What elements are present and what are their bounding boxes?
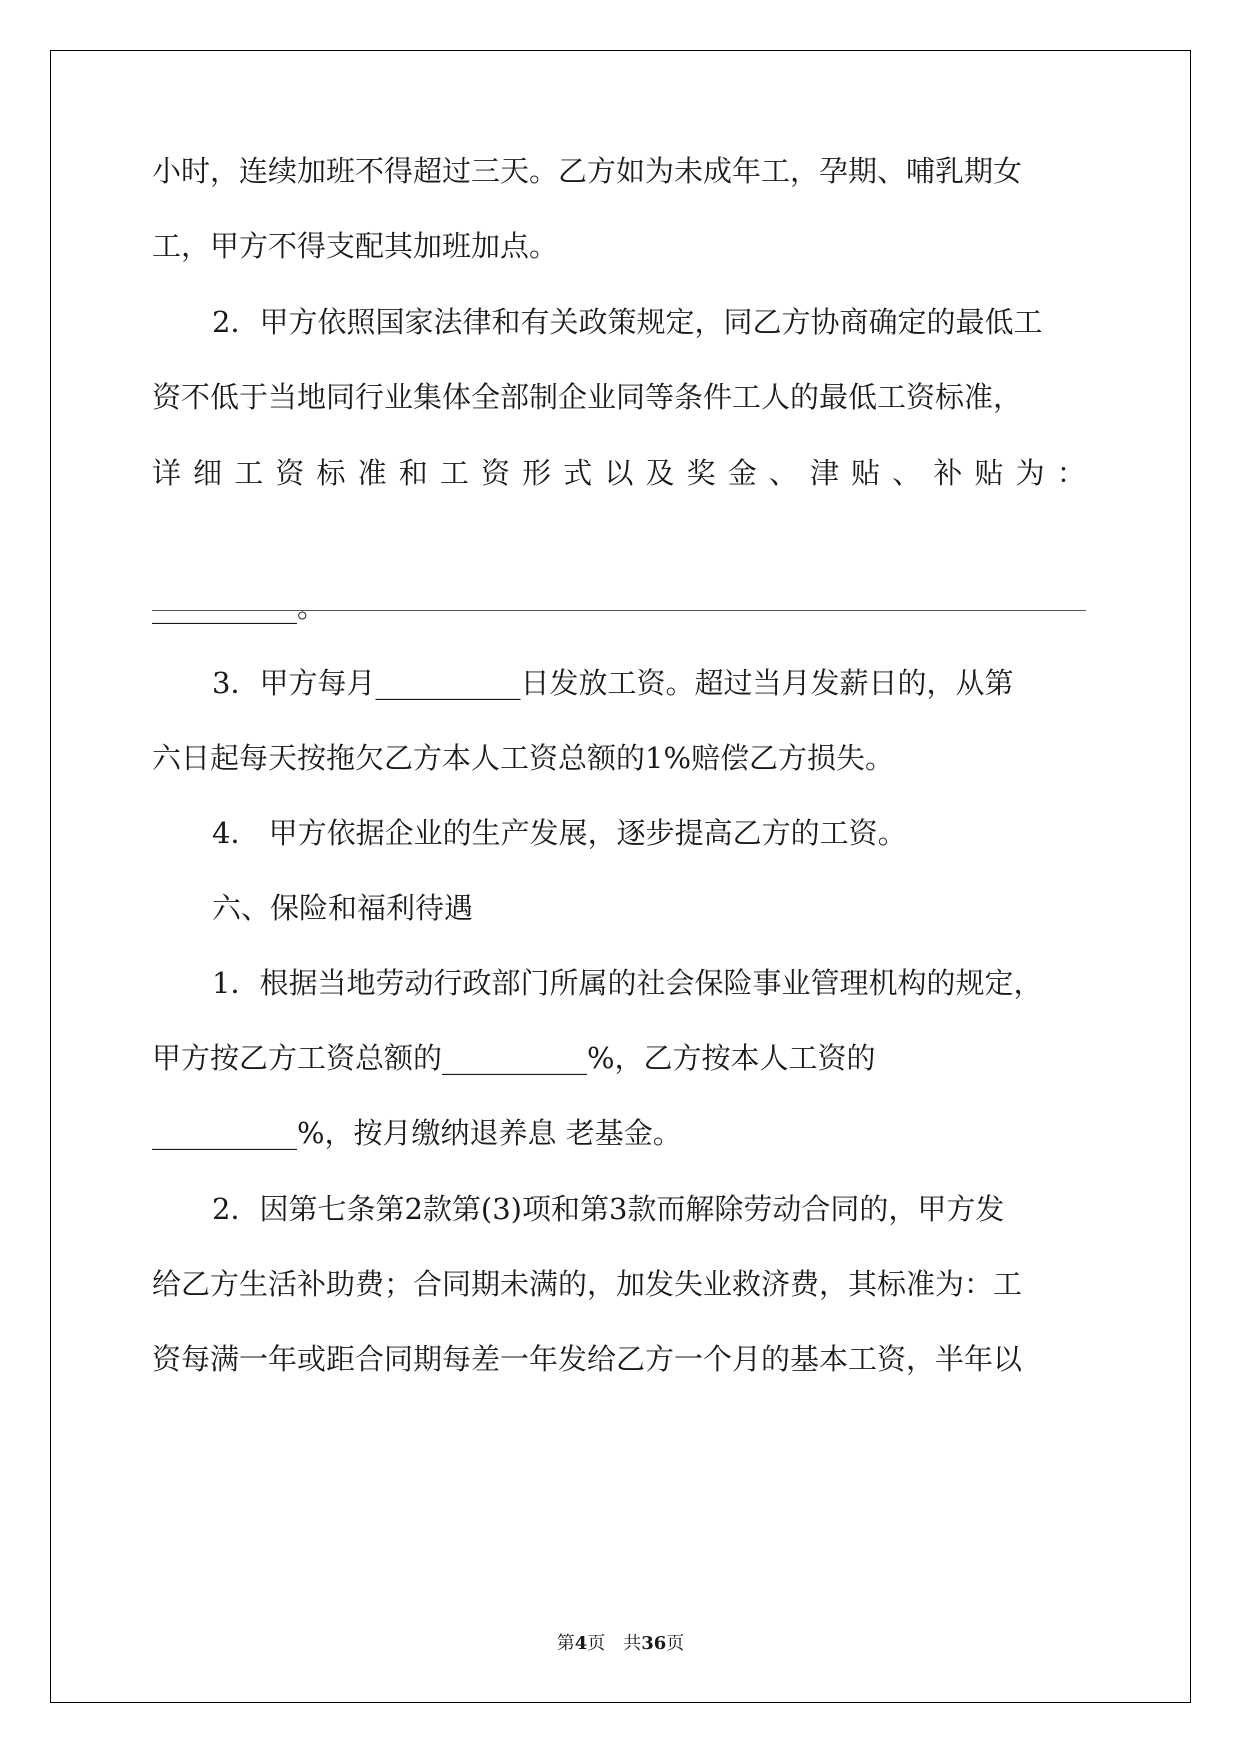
text-line: 甲方按乙方工资总额的__________%，乙方按本人工资的: [152, 1041, 876, 1075]
text-line: 1．根据当地劳动行政部门所属的社会保险事业管理机构的规定，: [212, 966, 1043, 1000]
page-border: [50, 50, 1191, 1703]
text-line: 2．因第七条第2款第(3)项和第3款而解除劳动合同的，甲方发: [212, 1192, 1005, 1226]
text-line: __________。: [152, 590, 327, 624]
text-line: 2．甲方依照国家法律和有关政策规定，同乙方协商确定的最低工: [212, 305, 1043, 339]
text-line: 小时，连续加班不得超过三天。乙方如为未成年工，孕期、哺乳期女: [152, 154, 1023, 188]
text-line: 给乙方生活补助费；合同期未满的，加发失业救济费，其标准为：工: [152, 1267, 1023, 1301]
text-line: 六日起每天按拖欠乙方本人工资总额的1%赔偿乙方损失。: [152, 741, 895, 775]
text-line: 3．甲方每月__________日发放工资。超过当月发薪日的，从第: [212, 666, 1014, 700]
text-line: 工，甲方不得支配其加班加点。: [152, 229, 559, 263]
text-line-justified: 详 细 工 资 标 准 和 工 资 形 式 以 及 奖 金 、 津 贴 、 补 贴 为 ：: [152, 456, 1086, 490]
page-number: 4: [574, 1633, 588, 1654]
footer-suffix: 页: [666, 1633, 685, 1654]
page-footer: [0, 1632, 1241, 1656]
footer-mid: 页 共: [587, 1633, 642, 1654]
footer-prefix: 第: [556, 1633, 575, 1654]
text-line: 资每满一年或距合同期每差一年发给乙方一个月的基本工资，半年以: [152, 1342, 1023, 1376]
section-heading: 六、保险和福利待遇: [212, 891, 474, 925]
text-line: 4． 甲方依据企业的生产发展，逐步提高乙方的工资。: [212, 816, 907, 850]
text-line: 资不低于当地同行业集体全部制企业同等条件工人的最低工资标准，: [152, 380, 1023, 414]
text-line: __________%，按月缴纳退养息 老基金。: [152, 1116, 682, 1150]
total-pages: 36: [641, 1633, 667, 1654]
